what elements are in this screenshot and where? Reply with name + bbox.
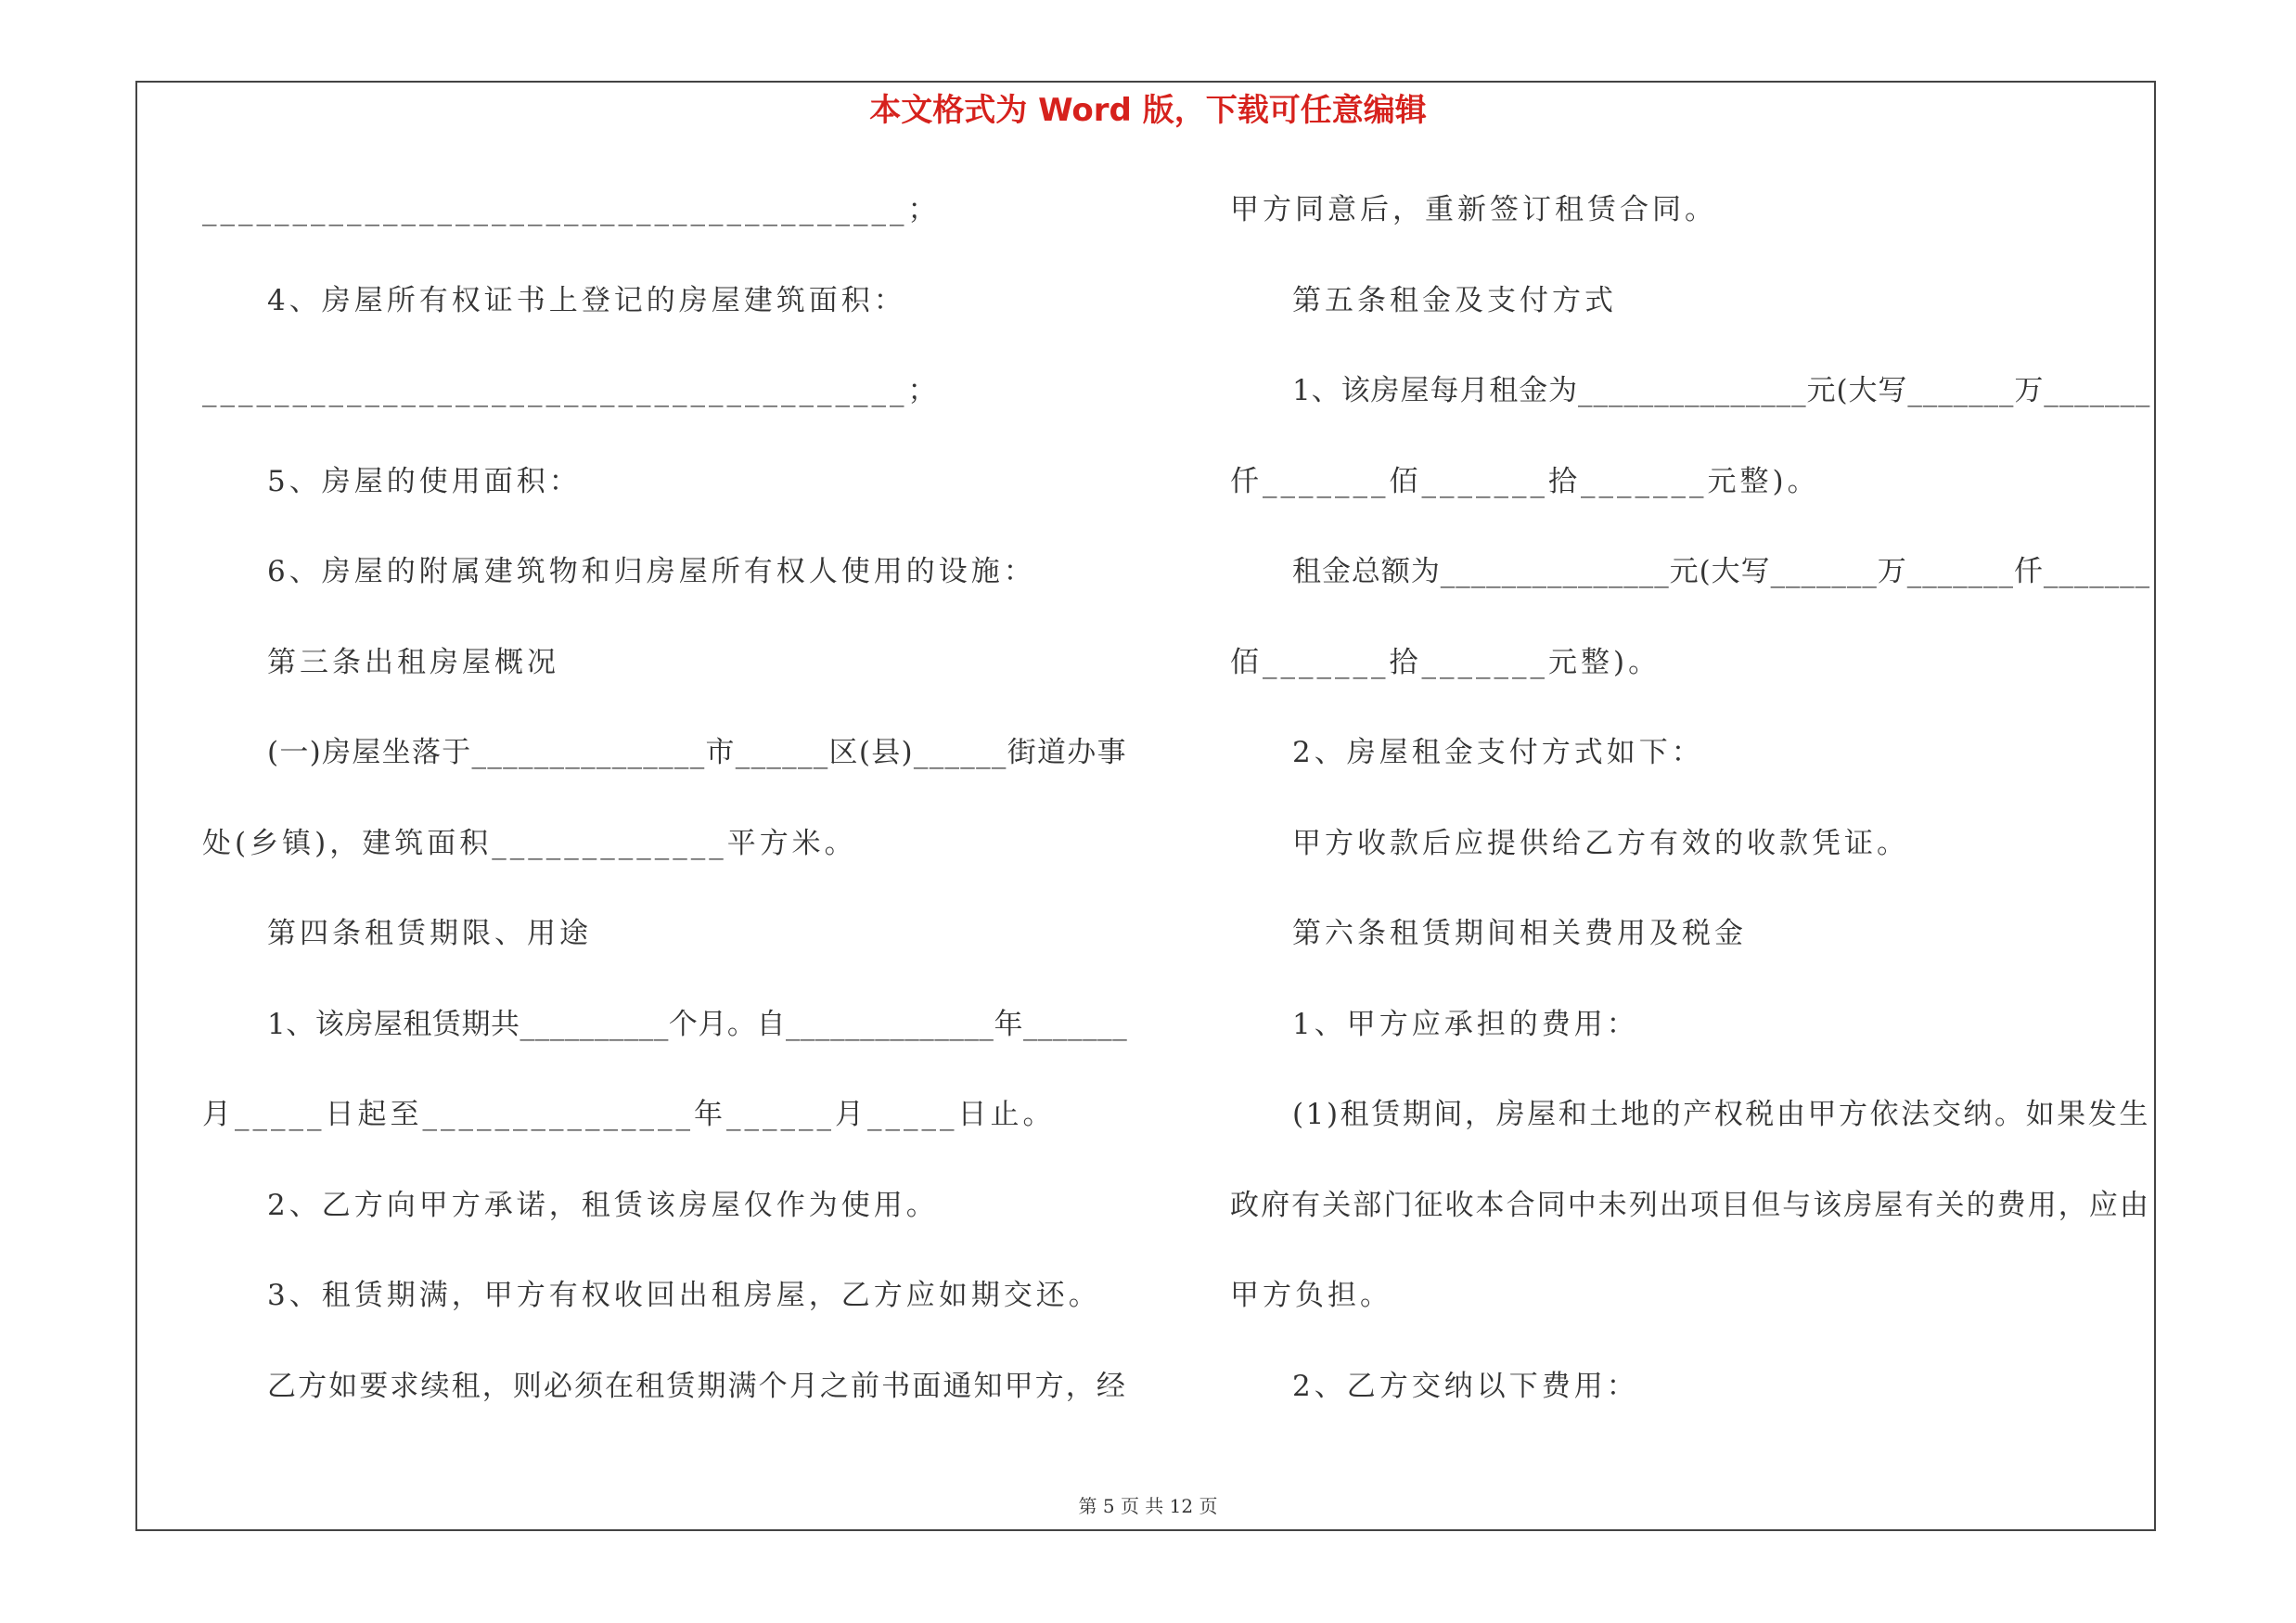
page-number: 第 5 页 共 12 页 [1078, 1495, 1218, 1517]
left-line-5: 6、房屋的附属建筑物和归房屋所有权人使用的设施： [267, 555, 1036, 588]
left-section-4-heading: 第四条租赁期限、用途 [267, 917, 592, 950]
left-line-4: 5、房屋的使用面积： [267, 465, 582, 498]
left-line-14: 乙方如要求续租，则必须在租赁期满个月之前书面通知甲方，经 [267, 1370, 1127, 1403]
left-line-12: 2、乙方向甲方承诺，租赁该房屋仅作为使用。 [267, 1189, 939, 1222]
right-line-7: 2、房屋租金支付方式如下： [1292, 736, 1704, 769]
right-line-5: 租金总额为_______________元(大写_______万_______仟_______ [1292, 555, 2151, 588]
left-line-3: _______________________________________； [202, 374, 941, 407]
right-line-10: 1、甲方应承担的费用： [1292, 1008, 1639, 1041]
right-line-11: (1)租赁期间，房屋和土地的产权税由甲方依法交纳。如果发生 [1292, 1098, 2150, 1131]
right-section-5-heading: 第五条租金及支付方式 [1292, 284, 1617, 317]
right-line-6: 佰_______拾_______元整)。 [1230, 646, 1661, 679]
right-line-4: 仟_______佰_______拾_______元整)。 [1230, 465, 1820, 498]
right-line-8: 甲方收款后应提供给乙方有效的收款凭证。 [1292, 827, 1909, 860]
left-section-3-heading: 第三条出租房屋概况 [267, 646, 559, 679]
right-line-14: 2、乙方交纳以下费用： [1292, 1370, 1639, 1403]
left-line-2: 4、房屋所有权证书上登记的房屋建筑面积： [267, 284, 906, 317]
document-banner: 本文格式为 Word 版，下载可任意编辑 [869, 92, 1427, 129]
left-line-13: 3、租赁期满，甲方有权收回出租房屋，乙方应如期交还。 [267, 1279, 1101, 1312]
right-line-13: 甲方负担。 [1230, 1279, 1392, 1312]
left-line-8: 处(乡镇)，建筑面积_____________平方米。 [202, 827, 857, 860]
right-line-12: 政府有关部门征收本合同中未列出项目但与该房屋有关的费用，应由 [1230, 1189, 2150, 1222]
right-line-3: 1、该房屋每月租金为_______________元(大写_______万_______ [1292, 374, 2151, 407]
right-line-1: 甲方同意后，重新签订租赁合同。 [1230, 193, 1717, 226]
left-line-7: (一)房屋坐落于_______________市______区(县)______街道办事 [267, 736, 1127, 769]
left-line-1: _______________________________________； [202, 193, 941, 226]
left-line-10: 1、该房屋租赁期共__________个月。自______________年_______ [267, 1008, 1128, 1041]
left-line-11: 月_____日起至_______________年______月_____日止。 [202, 1098, 1056, 1131]
right-section-6-heading: 第六条租赁期间相关费用及税金 [1292, 917, 1747, 950]
